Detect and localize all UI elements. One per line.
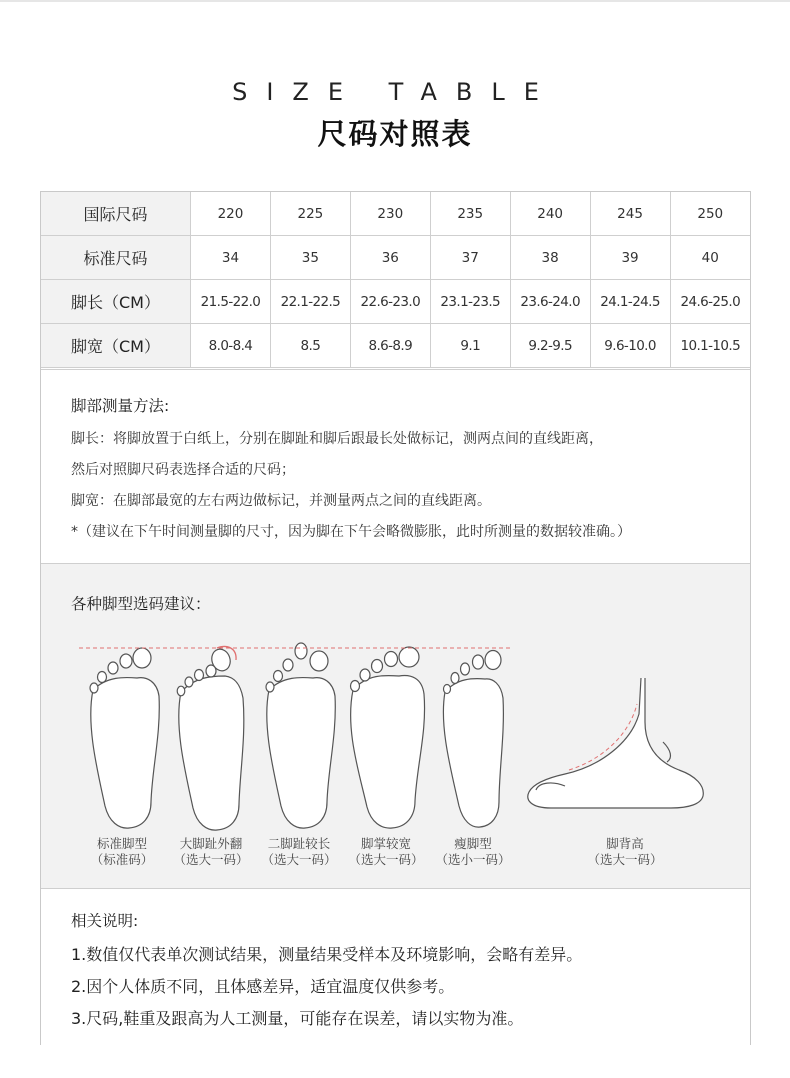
table-cell: 38 bbox=[510, 236, 590, 280]
long-second-toe-foot-icon bbox=[266, 643, 335, 828]
slim-foot-icon bbox=[443, 651, 503, 828]
row-label: 国际尺码 bbox=[41, 192, 191, 236]
table-cell: 9.2-9.5 bbox=[510, 324, 590, 368]
title-chinese: 尺码对照表 bbox=[317, 117, 473, 151]
note-line: 1.数值仅代表单次测试结果，测量结果受样本及环境影响，会略有差异。 bbox=[71, 945, 583, 964]
foot-type-caption: 瘦脚型 （选小一码） bbox=[435, 836, 511, 867]
notes-heading: 相关说明: bbox=[71, 912, 139, 930]
table-cell: 22.6-23.0 bbox=[350, 280, 430, 324]
table-cell: 23.1-23.5 bbox=[430, 280, 510, 324]
measurement-line: *（建议在下午时间测量脚的尺寸，因为脚在下午会略微膨胀，此时所测量的数据较准确。） bbox=[71, 524, 631, 540]
bunion-foot-icon bbox=[177, 647, 244, 830]
table-row bbox=[41, 324, 750, 368]
table-row bbox=[41, 192, 750, 236]
table-cell: 8.0-8.4 bbox=[191, 324, 271, 368]
standard-foot-icon bbox=[90, 648, 159, 828]
table-cell: 24.6-25.0 bbox=[670, 280, 750, 324]
measurement-method-section bbox=[41, 369, 750, 564]
top-divider bbox=[0, 0, 790, 2]
table-cell: 8.6-8.9 bbox=[350, 324, 430, 368]
table-cell: 39 bbox=[590, 236, 670, 280]
measurement-line: 然后对照脚尺码表选择合适的尺码； bbox=[71, 462, 295, 478]
table-cell: 35 bbox=[270, 236, 350, 280]
table-cell: 34 bbox=[191, 236, 271, 280]
table-cell: 9.1 bbox=[430, 324, 510, 368]
row-label: 脚长（CM） bbox=[41, 280, 191, 324]
table-cell: 230 bbox=[350, 192, 430, 236]
table-cell: 22.1-22.5 bbox=[270, 280, 350, 324]
foot-type-caption: 脚掌较宽 （选大一码） bbox=[348, 836, 424, 867]
table-row bbox=[41, 280, 750, 324]
measurement-line: 脚长：将脚放置于白纸上，分别在脚趾和脚后跟最长处做标记，测两点间的直线距离， bbox=[71, 431, 603, 447]
foot-type-caption: 标准脚型 （标准码） bbox=[90, 836, 154, 867]
table-cell: 240 bbox=[510, 192, 590, 236]
foot-type-caption: 二脚趾较长 （选大一码） bbox=[261, 836, 337, 867]
size-chart-panel bbox=[40, 191, 751, 1045]
note-line: 2.因个人体质不同，且体感差异，适宜温度仅供参考。 bbox=[71, 977, 455, 996]
table-cell: 37 bbox=[430, 236, 510, 280]
foot-type-caption: 脚背高 （选大一码） bbox=[587, 836, 663, 867]
table-cell: 40 bbox=[670, 236, 750, 280]
title-english: SIZE TABLE bbox=[232, 78, 558, 106]
wide-foot-icon bbox=[351, 647, 425, 828]
table-cell: 23.6-24.0 bbox=[510, 280, 590, 324]
high-instep-foot-icon bbox=[528, 678, 703, 808]
table-cell: 21.5-22.0 bbox=[191, 280, 271, 324]
foot-types-section bbox=[41, 563, 750, 889]
foot-types-heading: 各种脚型选码建议： bbox=[71, 595, 211, 613]
table-cell: 245 bbox=[590, 192, 670, 236]
table-cell: 235 bbox=[430, 192, 510, 236]
table-cell: 225 bbox=[270, 192, 350, 236]
table-cell: 24.1-24.5 bbox=[590, 280, 670, 324]
table-cell: 250 bbox=[670, 192, 750, 236]
table-cell: 36 bbox=[350, 236, 430, 280]
row-label: 标准尺码 bbox=[41, 236, 191, 280]
table-row bbox=[41, 236, 750, 280]
table-cell: 9.6-10.0 bbox=[590, 324, 670, 368]
measurement-line: 脚宽：在脚部最宽的左右两边做标记，并测量两点之间的直线距离。 bbox=[71, 493, 491, 509]
note-line: 3.尺码,鞋重及跟高为人工测量，可能存在误差，请以实物为准。 bbox=[71, 1009, 524, 1028]
table-cell: 10.1-10.5 bbox=[670, 324, 750, 368]
notes-section bbox=[41, 888, 750, 1045]
table-cell: 220 bbox=[191, 192, 271, 236]
foot-type-caption: 大脚趾外翻 （选大一码） bbox=[173, 836, 249, 867]
row-label: 脚宽（CM） bbox=[41, 324, 191, 368]
table-cell: 8.5 bbox=[270, 324, 350, 368]
measurement-heading: 脚部测量方法: bbox=[71, 397, 170, 415]
size-table bbox=[41, 192, 750, 368]
